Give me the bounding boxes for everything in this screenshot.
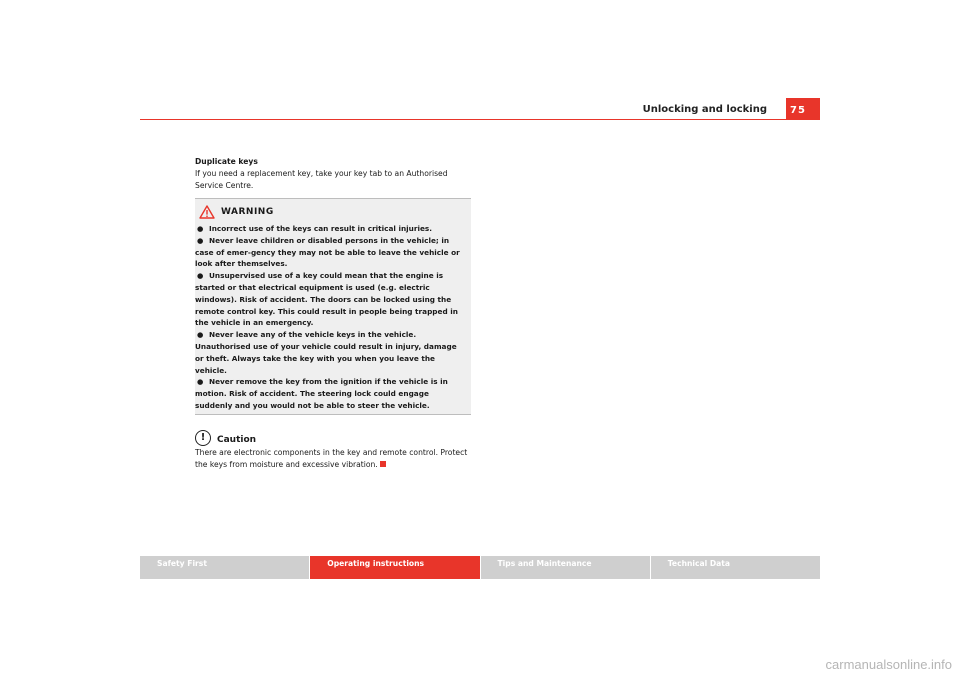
- warning-item-text: Unsupervised use of a key could mean that the engine is started or that electrical equipment is used (e.g. electric windows). Risk of accident. The doors can be locked using the remote control key. This could result in people being trapped in the vehicle in an emergency.: [195, 271, 458, 328]
- bullet-icon: ●: [197, 224, 204, 233]
- section-title: Unlocking and locking: [642, 104, 767, 115]
- footer-nav: [140, 556, 820, 579]
- warning-item: [195, 376, 466, 411]
- bullet-icon: ●: [197, 377, 204, 387]
- warning-item: [195, 329, 466, 376]
- bullet-icon: ●: [197, 235, 204, 245]
- bullet-icon: ●: [197, 330, 204, 340]
- tab-technical-data[interactable]: Technical Data: [651, 556, 820, 579]
- bullet-icon: ●: [197, 271, 204, 281]
- warning-item: [195, 270, 466, 329]
- tab-tips-and-maintenance[interactable]: Tips and Maintenance: [481, 556, 650, 579]
- caution-text: [195, 447, 471, 471]
- header-rule: [140, 119, 820, 120]
- page-number: 75: [786, 98, 820, 120]
- warning-list: [195, 223, 466, 412]
- subheading: Duplicate keys: [195, 157, 258, 166]
- tab-operating-instructions[interactable]: Operating instructions: [310, 556, 479, 579]
- main-content: [195, 156, 471, 471]
- warning-item-text: Never remove the key from the ignition if the vehicle is in motion. Risk of accident. The steering lock could engage suddenly and you would not be able to steer the vehicle.: [195, 377, 448, 410]
- caution-title: Caution: [217, 434, 257, 445]
- caution-header: [195, 428, 471, 446]
- section-end-icon: [380, 461, 386, 467]
- watermark: carmanualsonline.info: [825, 657, 952, 672]
- warning-triangle-icon: [199, 205, 215, 219]
- warning-item-text: Never leave children or disabled persons in the vehicle; in case of emer-gency they may not be able to leave the vehicle or look after themselves.: [195, 235, 460, 269]
- warning-box: [195, 198, 471, 415]
- intro-paragraph: If you need a replacement key, take your key tab to an Authorised Service Centre.: [195, 169, 448, 190]
- warning-title: WARNING: [221, 207, 274, 217]
- warning-item: [195, 235, 466, 270]
- warning-item: [195, 223, 466, 235]
- warning-item-text: Never leave any of the vehicle keys in the vehicle. Unauthorised use of your vehicle could result in injury, damage or theft. Always take the key with you when you leave the vehicle.: [195, 330, 457, 375]
- warning-item-text: Incorrect use of the keys can result in critical injuries.: [209, 224, 433, 233]
- tab-safety-first[interactable]: Safety First: [140, 556, 309, 579]
- caution-text-body: There are electronic components in the key and remote control. Protect the keys from moisture and excessive vibration.: [195, 447, 468, 469]
- warning-header: [195, 203, 466, 221]
- caution-exclamation-icon: !: [195, 430, 211, 446]
